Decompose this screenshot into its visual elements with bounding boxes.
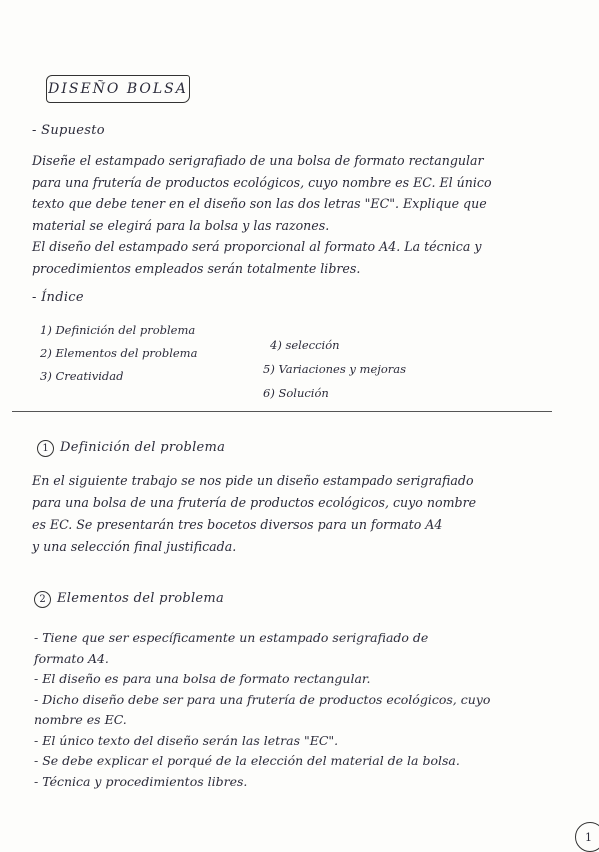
list-item: - Se debe explicar el porqué de la elección del material de la bolsa. [34, 753, 460, 768]
section-number-circle: 2 [34, 591, 51, 608]
paragraph-line: y una selección final justificada. [32, 539, 237, 554]
paragraph-line: Diseñe el estampado serigrafiado de una bolsa de formato rectangular [32, 153, 484, 168]
paragraph-line: material se elegirá para la bolsa y las razones. [32, 217, 330, 233]
indice-item: 6) Solución [263, 386, 329, 400]
indice-item: 3) Creatividad [40, 369, 124, 383]
indice-item: 4) selección [270, 338, 340, 352]
list-item: nombre es EC. [34, 712, 127, 727]
list-item: - Técnica y procedimientos libres. [34, 773, 248, 789]
section2-bullet-list [34, 628, 574, 792]
supuesto-heading: - Supuesto [32, 123, 105, 138]
list-item: formato A4. [34, 650, 109, 666]
paragraph-line: texto que debe tener en el diseño son las dos letras "EC". Explique que [32, 196, 487, 211]
paragraph-line: En el siguiente trabajo se nos pide un diseño estampado serigrafiado [32, 473, 474, 488]
paragraph-line: para una frutería de productos ecológicos, cuyo nombre es EC. El único [32, 174, 492, 190]
indice-item: 5) Variaciones y mejoras [263, 362, 407, 376]
list-item: - El diseño es para una bolsa de formato rectangular. [34, 671, 371, 686]
page-number: 1 [575, 822, 599, 852]
indice-item: 2) Elementos del problema [40, 346, 198, 360]
section2-heading: Elementos del problema [57, 591, 225, 606]
indice-heading: - Índice [32, 290, 84, 305]
supuesto-paragraph [32, 150, 532, 279]
paragraph-line: para una bolsa de una frutería de productos ecológicos, cuyo nombre [32, 495, 477, 510]
list-item: - Tiene que ser específicamente un estampado serigrafiado de [34, 630, 429, 645]
section1-paragraph [32, 470, 532, 558]
indice-item: 1) Definición del problema [40, 323, 196, 337]
list-item: - El único texto del diseño serán las letras "EC". [34, 732, 339, 748]
paragraph-line: procedimientos empleados serán totalmente libres. [32, 260, 361, 276]
list-item: - Dicho diseño debe ser para una frutería de productos ecológicos, cuyo [34, 691, 491, 707]
section-divider [12, 411, 552, 412]
paragraph-line: es EC. Se presentarán tres bocetos diversos para un formato A4 [32, 517, 443, 532]
page-title: DISEÑO BOLSA [46, 75, 190, 103]
section-number-circle: 1 [37, 440, 54, 457]
paragraph-line: El diseño del estampado será proporcional al formato A4. La técnica y [32, 239, 482, 254]
section1-heading: Definición del problema [60, 440, 226, 455]
